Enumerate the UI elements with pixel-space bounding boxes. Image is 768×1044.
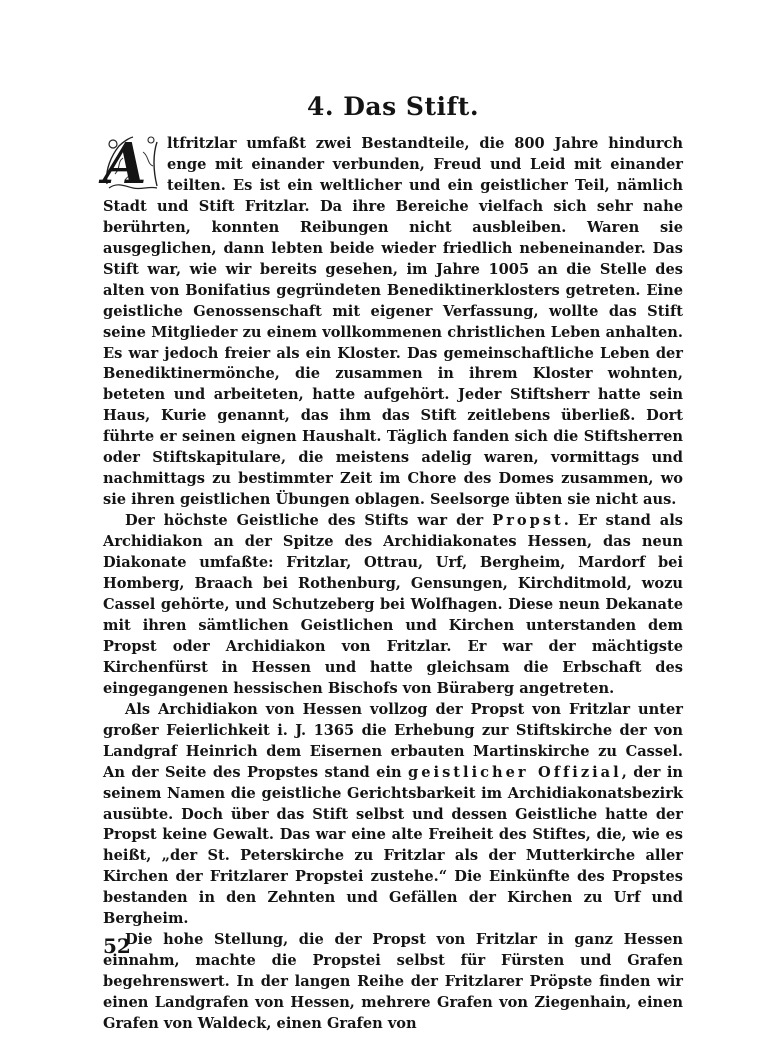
body-text <box>103 131 683 1035</box>
paragraph-4 <box>103 930 683 1035</box>
paragraph-2-text-b: . Er stand als Archidiakon an der Spitze des Archidiakonates Hessen, das neun Diakonate umfaßte: Fritzlar, Ottrau, Urf, Bergheim, Mardorf bei Homberg, Braach bei Rothenburg, Gensungen, Kirchditmold, wozu Cassel gehörte, und Schutzeberg bei Wolfhagen. Diese neun Dekanate mit ihren sämtlichen Geistlichen und Kirchen unterstanden dem Propst oder Archidiakon von Fritzlar. Er war der mächtigste Kirchenfürst in Hessen und hatte gleichsam die Erbschaft des eingegangenen hessischen Bischofs von Büraberg angetreten. <box>103 512 683 697</box>
paragraph-2 <box>103 511 683 700</box>
book-page <box>103 0 683 1044</box>
dropcap-letter: A <box>103 131 147 197</box>
page-number: 52 <box>103 934 131 958</box>
paragraph-1-text: ltfritzlar umfaßt zwei Bestandteile, die 800 Jahre hindurch enge mit einander verbunden, Freud und Leid mit einander teilten. Es ist ein weltlicher und ein geistlicher Teil, nämlich Stadt und Stift Fritzlar. Da ihre Bereiche vielfach sich sehr nahe berührten, konnten Reibungen nicht ausbleiben. Waren sie ausgeglichen, dann lebten beide wieder friedlich nebeneinander. Das Stift war, wie wir bereits gesehen, im Jahre 1005 an die Stelle des alten von Bonifatius gegründeten Benediktinerklosters getreten. Eine geistliche Genossenschaft mit eigener Verfassung, wollte das Stift seine Mitglieder zu einem vollkommenen christlichen Leben anhalten. Es war jedoch freier als ein Kloster. Das gemeinschaftliche Leben der Benediktinermönche, die zusammen in ihrem Kloster wohnten, beteten und arbeiteten, hatte aufgehört. Jeder Stiftsherr hatte sein Haus, Kurie genannt, das ihm das Stift zeitlebens überließ. Dort führte er seinen eignen Haushalt. Täglich fanden sich die Stiftsherren oder Stiftskapitulare, die meistens adelig waren, vormittags und nachmittags zu bestimmter Zeit im Chore des Domes zusammen, wo sie ihren geistlichen Übungen oblagen. Seelsorge übten sie nicht aus. <box>103 135 683 509</box>
paragraph-3 <box>103 700 683 930</box>
chapter-title: 4. Das Stift. <box>306 92 480 121</box>
paragraph-2-text-a: Der höchste Geistliche des Stifts war der <box>125 512 493 530</box>
paragraph-4-text: Die hohe Stellung, die der Propst von Fritzlar in ganz Hessen einnahm, machte die Propstei selbst für Fürsten und Grafen begehrenswert. In der langen Reihe der Fritzlarer Pröpste finden wir einen Landgrafen von Hessen, mehrere Grafen von Ziegenhain, einen Grafen von Waldeck, einen Grafen von <box>103 931 683 1033</box>
paragraph-1 <box>103 131 683 511</box>
paragraph-3-emphasis: geistlicher Offizial <box>408 763 622 781</box>
ornamental-dropcap <box>103 131 161 197</box>
paragraph-3-text-a: Als Archidiakon von Hessen vollzog der Propst von Fritzlar unter großer Feierlichkeit i. J. 1365 die Erhebung zur Stiftskirche der von Landgraf Heinrich dem Eisernen erbauten Martinskirche zu Cassel. An der Seite des Propstes stand ein <box>103 700 683 781</box>
paragraph-2-emphasis: Propst <box>492 512 564 530</box>
paragraph-3-text-b: , der in seinem Namen die geistliche Gerichtsbarkeit im Archidiakonatsbezirk ausübte. Doch über das Stift selbst und dessen Geistliche hatte der Propst keine Gewalt. Das war eine alte Freiheit des Stiftes, die, wie es heißt, „der St. Peterskirche zu Fritzlar als der Mutterkirche aller Kirchen der Fritzlarer Propstei zustehe.“ Die Einkünfte des Propstes bestanden in den Zehnten und Gefällen der Kirchen zu Urf und Bergheim. <box>103 763 683 928</box>
